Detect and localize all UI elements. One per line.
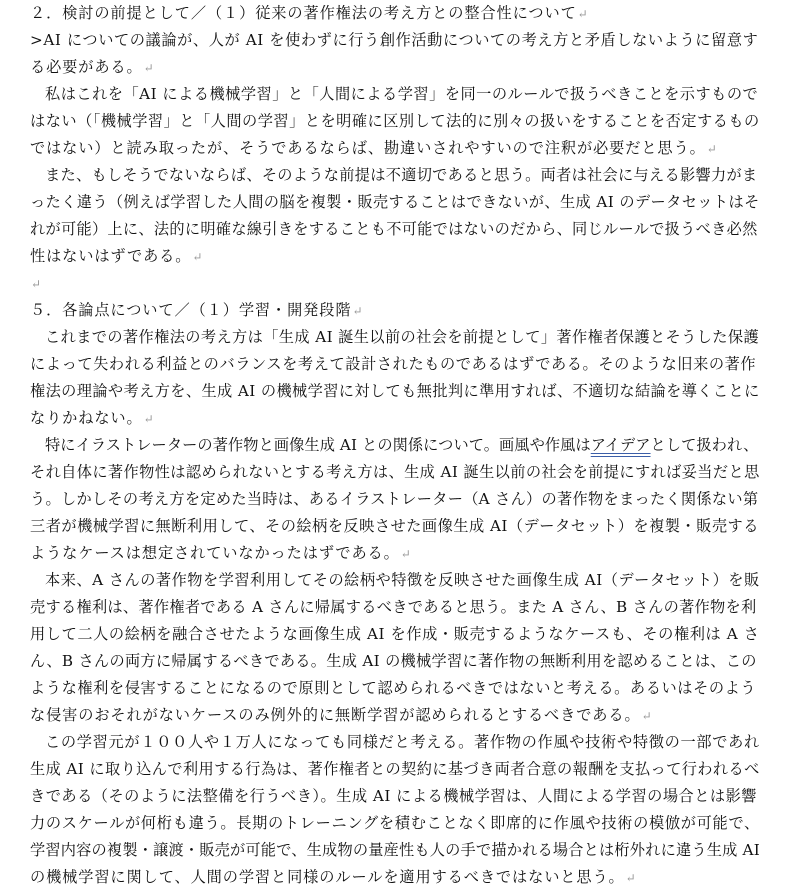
text-line: 売する権利は、著作権者である A さんに帰属するべきであると思う。また A さん、B さんの著作物を利 — [30, 598, 757, 616]
text-line: 生成 AI に取り込んで利用する行為は、著作権者との契約に基づき両者合意の報酬を支払って行われるべ — [30, 760, 760, 778]
text-line: この学習元が１００人や１万人になっても同様だと考える。著作物の作風や技術や特徴の一部であれ — [45, 733, 760, 751]
text-line: 力のスケールが何桁も違う。長期のトレーニングを積むことなく即席的に作風や技術の模倣が可能で、 — [30, 814, 760, 832]
text-line: な侵害のおそれがないケースのみ例外的に無断学習が認められるとするべきである。↵ — [30, 706, 653, 724]
text-line: 用して二人の絵柄を融合させたような画像生成 AI を作成・販売するようなケースも、その権利は A さ — [30, 625, 760, 643]
text-line: 学習内容の複製・譲渡・販売が可能で、生成物の量産性も人の手で描かれる場合とは桁外れに違う生成 AI — [30, 841, 760, 859]
text-line: ようなケースは想定されていなかったはずである。↵ — [30, 544, 412, 562]
aidea-link[interactable]: アイデア — [590, 436, 651, 454]
text-line: ような権利を侵害することになるので原則として認められるべきではないと考える。あるいはそのよう — [30, 679, 757, 697]
text-line: 性はないはずである。↵ — [30, 247, 204, 265]
section-5-heading: ５．各論点について／（１）学習・開発段階↵ — [30, 301, 364, 319]
text-line: 特にイラストレーターの著作物と画像生成 AI との関係について。画風や作風はアイデアとして扱われ、 — [45, 436, 759, 454]
paragraph-mark: ↵ — [31, 277, 42, 291]
text-line: の機械学習に関して、人間の学習と同様のルールを適用するべきではないと思う。↵ — [30, 868, 637, 886]
text-line: 私はこれを「AI による機械学習」と「人間による学習」を同一のルールで扱うべきことを示すもので — [45, 85, 759, 103]
text-line: う。しかしその考え方を定めた当時は、あるイラストレーター（A さん）の著作物をまったく関係ない第 — [30, 490, 759, 508]
paragraph-mark: ↵ — [352, 304, 364, 318]
text-line: 権法の理論や考え方を、生成 AI の機械学習に対しても無批判に準用すれば、不適切な結論を導くことに — [30, 382, 760, 400]
text-line: ったく違う（例えば学習した人間の脳を複製・販売することはできないが、生成 AI のデータセットはそ — [30, 193, 760, 211]
blank-line — [30, 270, 760, 297]
paragraph-mark: ↵ — [400, 547, 412, 561]
text-line: なりかねない。↵ — [30, 409, 155, 427]
text-line: ん、B さんの両方に帰属するべきである。生成 AI の機械学習に著作物の無断利用を認めることは、この — [30, 652, 757, 670]
paragraph-mark: ↵ — [143, 412, 155, 426]
text-line: きである（そのように法整備を行うべき）。生成 AI による機械学習は、人間による学習の場合とは影響 — [30, 787, 757, 805]
paragraph-mark: ↵ — [143, 61, 155, 75]
text-line: はない（「機械学習」と「人間の学習」とを明確に区別して法的に別々の扱いをすることを否定するもの — [30, 112, 760, 130]
text-line: 本来、A さんの著作物を学習利用してその絵柄や特徴を反映させた画像生成 AI（データセット）を販 — [45, 571, 760, 589]
text-line: 三者が機械学習に無断利用して、その絵柄を反映させた画像生成 AI（データセット）を複製・販売する — [30, 517, 759, 535]
paragraph-mark: ↵ — [192, 250, 204, 264]
text-line: る必要がある。↵ — [30, 58, 155, 76]
text-line: また、もしそうでないならば、そのような前提は不適切であると思う。両者は社会に与える影響力がま — [45, 166, 758, 184]
paragraph-mark: ↵ — [577, 7, 589, 21]
text-line: によって失われる利益とのバランスを考えて設計されたものであるはずである。そのような旧来の著作 — [30, 355, 757, 373]
paragraph-mark: ↵ — [641, 709, 653, 723]
paragraph-mark: ↵ — [706, 142, 718, 156]
text-line: >AI についての議論が、人が AI を使わずに行う創作活動についての考え方と矛盾しないように留意す — [30, 31, 759, 49]
text-line: ではない）と読み取ったが、そうであるならば、勘違いされやすいので注釈が必要だと思う。↵ — [30, 139, 718, 157]
paragraph-mark: ↵ — [625, 871, 637, 885]
text-line: れが可能）上に、法的に明確な線引きをすることも不可能ではないのだから、同じルールで扱うべき必然 — [30, 220, 758, 238]
section-2-heading: ２．検討の前提として／（１）従来の著作権法の考え方との整合性について↵ — [30, 4, 589, 22]
text-line: これまでの著作権法の考え方は「生成 AI 誕生以前の社会を前提として」著作権者保護とそうした保護 — [45, 328, 760, 346]
text-line: それ自体に著作物性は認められないとする考え方は、生成 AI 誕生以前の社会を前提にすれば妥当だと思 — [30, 463, 760, 481]
